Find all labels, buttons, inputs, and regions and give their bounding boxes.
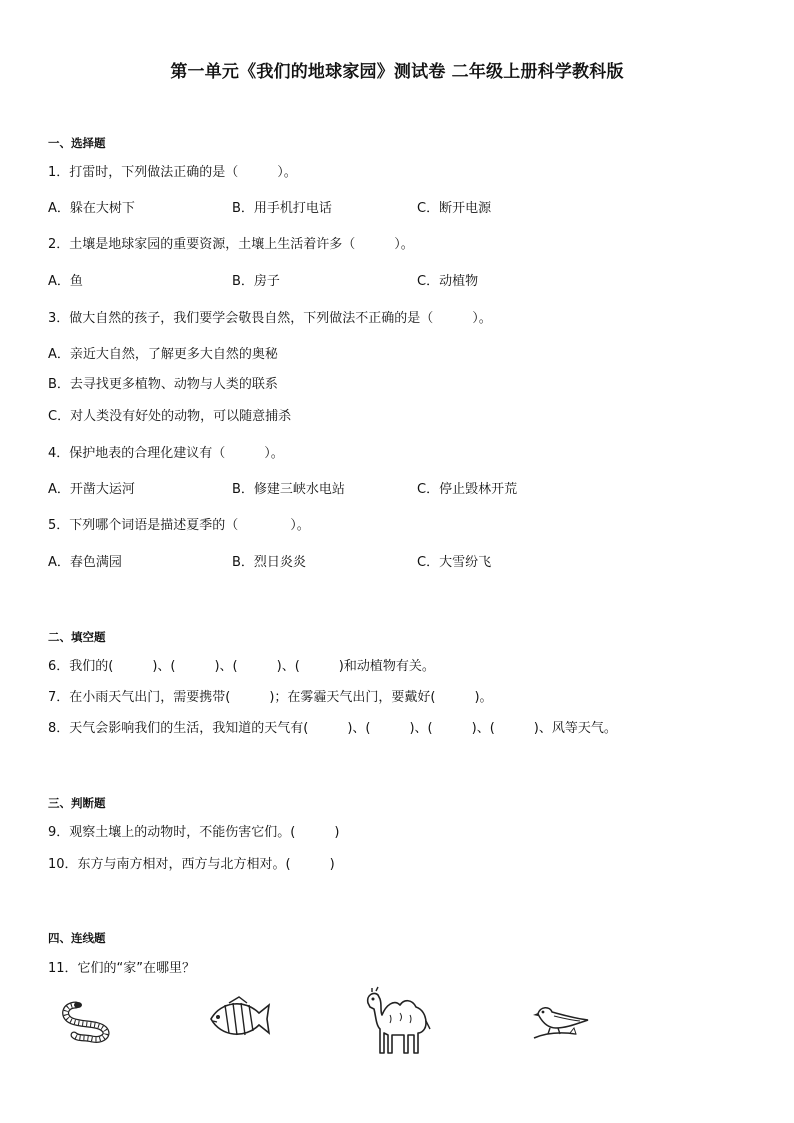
q5-option-c: C．大雪纷飞	[417, 555, 492, 570]
question-4: 4．保护地表的合理化建议有（ ）。	[48, 446, 284, 461]
q4-option-a: A．开凿大运河	[48, 482, 135, 497]
section-heading-fill: 二、填空题	[48, 630, 106, 644]
q3-option-a: A．亲近大自然，了解更多大自然的奥秘	[48, 347, 278, 362]
question-10: 10．东方与南方相对，西方与北方相对。( )	[48, 857, 335, 872]
question-5: 5．下列哪个词语是描述夏季的（ ）。	[48, 518, 310, 533]
q4-option-c: C．停止毁林开荒	[417, 482, 518, 497]
question-2: 2．土壤是地球家园的重要资源，土壤上生活着许多（ ）。	[48, 237, 414, 252]
question-3: 3．做大自然的孩子，我们要学会敬畏自然，下列做法不正确的是（ ）。	[48, 311, 492, 326]
q4-option-b: B．修建三峡水电站	[232, 482, 345, 497]
question-11: 11．它们的“家”在哪里？	[48, 961, 196, 976]
camel-icon	[360, 985, 435, 1060]
question-9: 9．观察土壤上的动物时，不能伤害它们。( )	[48, 825, 340, 840]
q3-option-c: C．对人类没有好处的动物，可以随意捕杀	[48, 409, 292, 424]
question-1: 1．打雷时，下列做法正确的是（ ）。	[48, 165, 297, 180]
section-heading-judge: 三、判断题	[48, 796, 106, 810]
q2-option-c: C．动植物	[417, 274, 479, 289]
question-6: 6．我们的( )、( )、( )、( )和动植物有关。	[48, 659, 435, 674]
q2-option-b: B．房子	[232, 274, 280, 289]
q1-option-b: B．用手机打电话	[232, 201, 332, 216]
q3-option-b: B．去寻找更多植物、动物与人类的联系	[48, 377, 278, 392]
question-8: 8．天气会影响我们的生活，我知道的天气有( )、( )、( )、( )、风等天气。	[48, 721, 617, 736]
page-title: 第一单元《我们的地球家园》测试卷 二年级上册科学教科版	[170, 62, 624, 82]
bird-icon	[530, 1000, 595, 1045]
section-heading-match: 四、连线题	[48, 931, 106, 945]
q5-option-a: A．春色满园	[48, 555, 122, 570]
question-7: 7．在小雨天气出门，需要携带( )；在雾霾天气出门，要戴好( )。	[48, 690, 493, 705]
earthworm-icon	[58, 995, 118, 1045]
q2-option-a: A．鱼	[48, 274, 83, 289]
q1-option-a: A．躲在大树下	[48, 201, 135, 216]
q5-option-b: B．烈日炎炎	[232, 555, 306, 570]
fish-icon	[205, 995, 273, 1043]
section-heading-choice: 一、选择题	[48, 136, 106, 150]
q1-option-c: C．断开电源	[417, 201, 492, 216]
